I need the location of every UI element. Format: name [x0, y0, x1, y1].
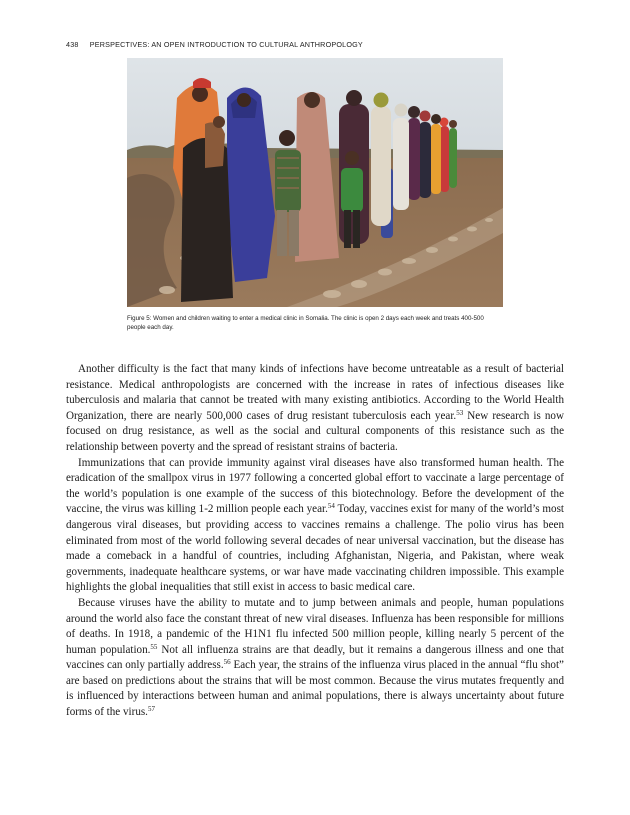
footnote-ref[interactable]: 53 [456, 408, 464, 417]
body-text [66, 362, 564, 721]
page-number: 438 [66, 40, 79, 49]
footnote-ref[interactable]: 55 [150, 642, 158, 651]
running-head [66, 40, 363, 49]
footnote-ref[interactable]: 56 [223, 658, 231, 667]
figure-photo [127, 58, 503, 307]
paragraph: Immunizations that can provide immunity against viral diseases have also transformed human health. The eradication of the smallpox virus in 1977 following a concerted global effort to vaccinate a large percentage of the world’s population is one example of the success of this biotechnology. Before the development of the vaccine, the virus was killing 1-2 million people each year.$^{54}$ Today, vaccines exist for many of the world’s most dangerous viral diseases, but providing access to vaccines remains a challenge. The polio virus has been eliminated from most of the world following several decades of near universal vaccination, but the disease has made a comeback in a handful of countries, including Afghanistan, Nigeria, and Pakistan, where weak governments, inadequate healthcare systems, or war have made vaccinating children impossible. This example highlights the global inequalities that still exist in access to basic medical care. [66, 456, 564, 594]
paragraph: Another difficulty is the fact that many kinds of infections have become untreatable as a result of bacterial resistance. Medical anthropologists are concerned with the increase in rates of infectious diseases like tuberculosis and malaria that cannot be treated with many existing antibiotics. According to the World Health Organization, there are nearly 500,000 cases of drug resistant tuberculosis each year.$^{53}$ New research is now focused on drug resistance, as well as the social and cultural components of this resistance such as the relationship between poverty and the spread of resistant strains of bacteria. [66, 363, 564, 453]
footnote-ref[interactable]: 57 [147, 705, 155, 714]
footnote-ref[interactable]: 54 [327, 502, 335, 511]
paragraph: Because viruses have the ability to mutate and to jump between animals and people, human populations around the world also face the constant threat of new viral diseases. Influenza has been responsible for millions of deaths. In 1918, a pandemic of the H1N1 flu infected 500 million people, killing nearly 5 percent of the human population.$^{55}$ Not all influenza strains are that deadly, but it remains a dangerous illness and one that vaccines can only partially address.$^{56}$ Each year, the strains of the influenza virus placed in the annual “flu shot” are based on predictions about the strains that will be most common. Because the virus mutates frequently and is influenced by interactions between human and animal populations, there is always uncertainty about future forms of the virus.$^{57}$ [66, 596, 565, 719]
figure-caption: Figure 5: Women and children waiting to enter a medical clinic in Somalia. The clinic is open 2 days each week and treats 400-500 people each day. [127, 315, 484, 331]
book-title: PERSPECTIVES: AN OPEN INTRODUCTION TO CULTURAL ANTHROPOLOGY [89, 40, 363, 49]
